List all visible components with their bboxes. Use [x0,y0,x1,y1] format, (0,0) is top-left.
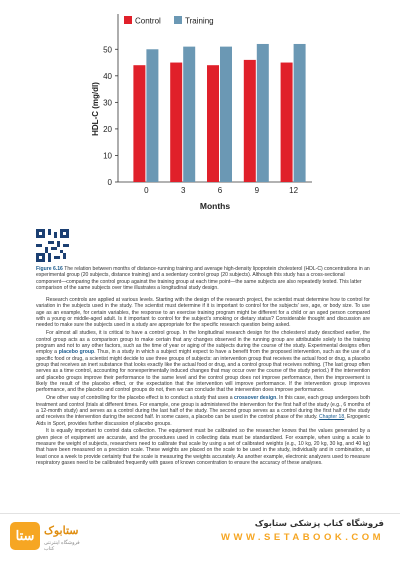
logo-mark: ستا [10,522,40,550]
footer-divider [0,513,400,514]
footer-store-info [221,519,384,543]
legend-swatch-control [124,16,132,24]
bar-control-12 [281,63,293,182]
y-tick-label: 40 [103,71,112,81]
bar-control-6 [207,65,219,182]
legend-label-control: Control [135,16,161,26]
paragraph-1: Research controls are applied at various levels. Starting with the design of the research project, the scientist must determine how to control for variation in the subjects used in the study. The scientist must determine if it is important to control for the subjects' sex, age, or body size. To use age as an example, for certain variables, the response to an exercise training program might be different for a child or an aged person compared with a young or middle-aged adult. Is it important to control for the subject's smoking or dietary status? Considerable thought and discussion are needed to make sure the subjects used in a study are appropriate for the specific research question being asked. [36,297,370,329]
chapter-18-link[interactable]: Chapter 18 [318,414,345,421]
y-axis-title: HDL-C (mg/dl) [91,82,100,136]
bar-control-0 [133,65,145,182]
bar-training-3 [183,47,195,182]
figure-caption [36,266,370,292]
paragraph-2: For almost all studies, it is critical to have a control group. In the longitudinal research design for the cholesterol study described earlier, the control group acts as a comparison group to make certain that any changes observed in the running group are attributable solely to the training program and not to any other factors, such as the time of year or aging of the subjects during the course of the study. Experimental designs often employ a placebo group. Thus, in a study in which a subject might expect to have a benefit from the proposed intervention, such as the use of a specific food or drug, a scientist might decide to use three groups of subjects: an intervention group that receives the actual food or drug, a placebo group that receives an inert substance that looks exactly like the actual food or drug, and a control group that receives nothing. (The last group often serves as a time control, accounting for nonexperimentally induced changes that may occur over the course of the study period.) If the intervention and placebo groups improve their performance to the same level and the control group does not improve performance, then the improvement is likely the result of the placebo effect, or the expectation that the intervention will improve performance. If the intervention group improves performance, and the placebo and control groups do not, then we can conclude that the intervention does improve performance. [36,330,371,394]
x-tick-label: 6 [217,186,223,195]
legend-swatch-training [174,16,182,24]
y-tick-label: 20 [103,124,112,134]
figure-label: Figure 6.16 [36,266,63,272]
y-tick-label: 10 [103,151,112,161]
store-name: فروشگاه کتاب پزشکی ستابوک [254,519,384,529]
bar-training-0 [146,49,158,182]
bar-training-9 [257,44,269,182]
bar-training-12 [294,44,306,182]
x-axis-title: Months [199,201,231,211]
store-url[interactable]: WWW.SETABOOK.COM [221,532,384,543]
body-text [36,297,370,468]
hdl-bar-chart [0,0,400,230]
paragraph-3: One other way of controlling for the placebo effect is to conduct a study that uses a crossover design. In this case, each group undergoes both treatment and control (trials at different times. For example, one group is administered the intervention for the first half of the study (e.g., 6 months of a 12-month study) and serves as a control during the last half of the study. The second group serves as a control during the first half of the study and receives the intervention during the second half. In some cases, a placebo can be used in the control phase of the study. Chapter 18, Ergogenic Aids in Sport, provides further discussion of placebo groups. [36,395,370,427]
figure-caption-text: The relation between months of distance-running training and average high-density lipoprotein cholesterol (HDL-C) concentrations in an experimental group (20 subjects, distance training) and a sedentary control group (20 subjects). Although this study has a cross-sectional component—comparing the control group against the training group at each time point—the same subjects are also repeatedly tested. This latter comparison of the same subjects over time illustrates a longitudinal study design. [36,266,370,292]
bar-control-3 [170,63,182,182]
term-crossover-design: crossover design [234,395,277,402]
x-tick-label: 3 [180,186,186,195]
y-tick-label: 30 [103,98,112,108]
y-tick-label: 0 [107,178,112,187]
term-placebo-group: placebo group [58,349,95,356]
bar-control-9 [244,60,256,182]
legend-label-training: Training [185,16,214,26]
bar-training-6 [220,47,232,182]
logo-word: ستابوک [44,525,79,537]
x-tick-label: 0 [144,186,149,195]
y-tick-label: 50 [103,45,112,55]
x-tick-label: 12 [289,186,299,195]
logo-subtitle: فروشگاه اینترنتی کتاب [44,540,80,552]
x-tick-label: 9 [254,186,260,195]
setabook-logo [10,519,90,553]
paragraph-4: It is equally important to control data collection. The equipment must be calibrated so the researcher knows that the values generated by a given piece of equipment are accurate, and the procedures used in collecting data must be standardized. For example, when using a scale to measure the weight of subjects, researchers need to calibrate that scale by using a set of calibrated weights (e.g., 10 kg, 20 kg, 30 kg, and 40 kg) that have been measured on a precision scale. These weights are placed on the scale to be used in the study, individually and in combination, at least once a week to provide certainty that the scale is measuring the weights accurately. As another example, electronic analyzers used to measure respiratory gases need to be calibrated frequently with gases of known concentration to ensure the accuracy of these analyses. [36,428,370,467]
qr-code [36,229,69,262]
